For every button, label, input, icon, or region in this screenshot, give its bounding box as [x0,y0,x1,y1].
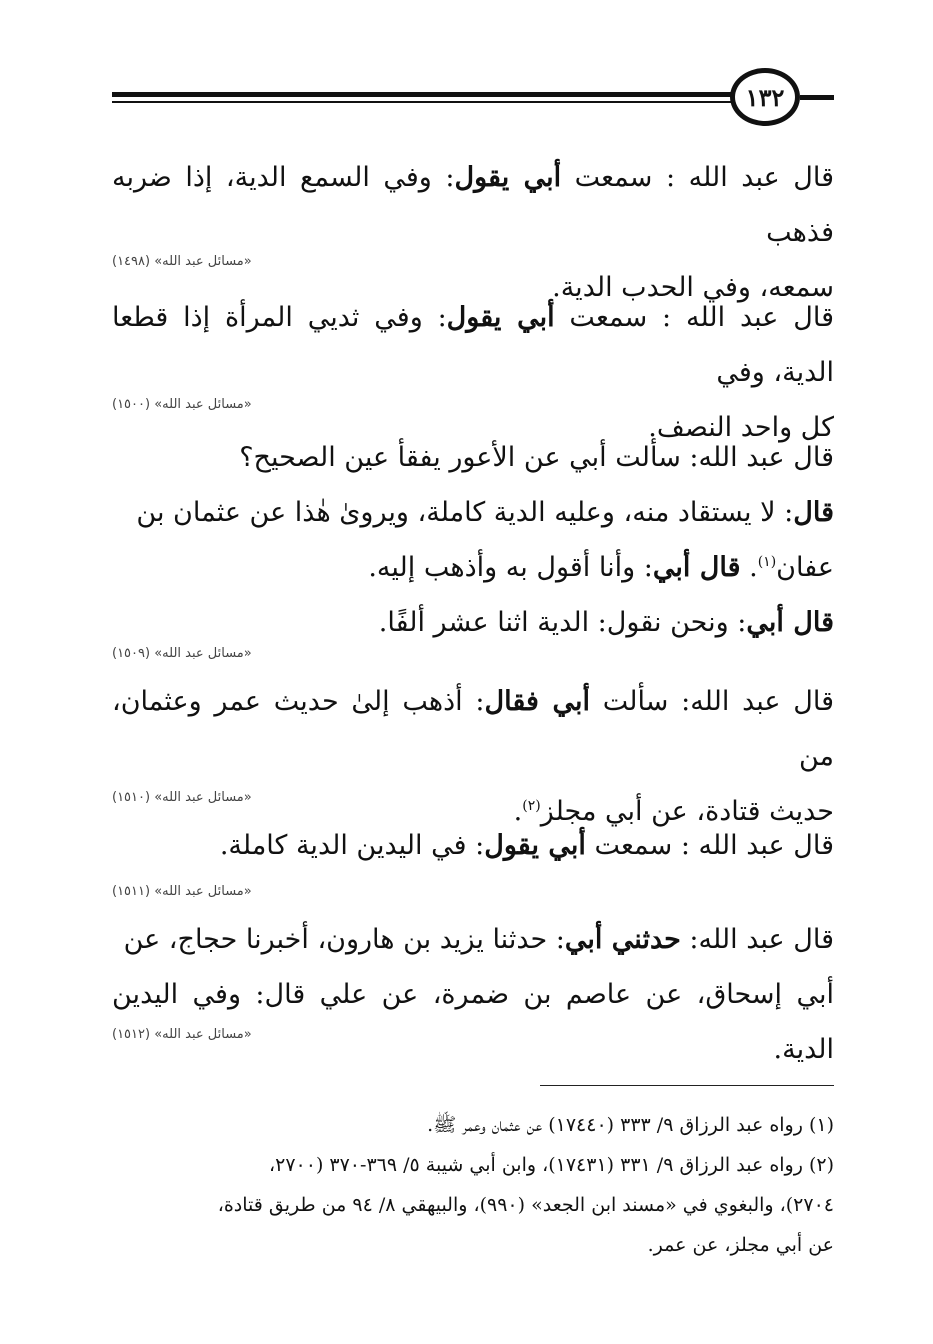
footnote-line: ٢٧٠٤)، والبغوي في «مسند ابن الجعد» (٩٩٠)، والبيهقي ٨/ ٩٤ من طريق قتادة، [217,1194,834,1216]
footnote-separator [540,1085,834,1086]
bold-phrase: أبي يقول [446,302,555,333]
text-segment: : وفي ثديي المرأة إذا قطعا الدية، وفي [112,302,834,388]
footnote [112,1105,834,1145]
bold-phrase: أبي يقول [484,830,586,861]
text-line [112,912,834,967]
source-citation: «مسائل عبد الله» (١٥٠٠) [112,397,252,412]
text-segment: : ونحن نقول: الدية اثنا عشر ألفًا. [378,607,747,638]
header-rule [112,92,732,97]
text-line [112,290,834,400]
bold-phrase: قال [793,497,834,528]
bold-phrase: قال أبي [746,607,834,638]
bold-phrase: أبي فقال [484,686,591,717]
page-number: ١٣٢ [745,82,785,112]
source-citation: «مسائل عبد الله» (١٥١١) [112,884,252,899]
text-segment: : في اليدين الدية كاملة. [219,830,485,861]
footnote-ref: (٢) [522,798,541,814]
text-line [112,430,834,485]
text-segment: قال عبد الله : سمعت [585,830,834,861]
text-segment: . [513,796,523,827]
footnote-line: (٢) رواه عبد الرزاق ٩/ ٣٣١ (١٧٤٣١)، وابن أبي شيبة ٥/ ٣٦٩-٣٧٠ (٢٧٠٠، [268,1154,834,1176]
text-line [112,595,834,650]
text-segment: قال عبد الله : سمعت [561,162,834,193]
text-segment: : لا يستقاد منه، وعليه الدية كاملة، ويروىٰ هٰذا عن عثمان بن [136,497,794,528]
text-segment: عفان [776,552,834,583]
text-segment: أبي إسحاق، عن عاصم بن ضمرة، عن علي قال: وفي اليدين الدية. [112,979,834,1065]
text-line [112,485,834,540]
text-segment: : حدثنا يزيد بن هارون، أخبرنا حجاج، عن [123,924,565,955]
text-segment: كل واحد النصف. [648,412,834,443]
footnote-line: عن أبي مجلز، عن عمر. [647,1234,834,1256]
text-segment: قال عبد الله: سألت [590,686,834,717]
text-line [112,150,834,260]
source-citation: «مسائل عبد الله» (١٤٩٨) [112,254,252,269]
entry-paragraph [112,430,834,650]
text-line [112,818,834,873]
text-segment: : وفي السمع الدية، إذا ضربه فذهب [112,162,834,248]
bold-phrase: قال أبي [652,552,741,583]
text-segment: حديث قتادة، عن أبي مجلز [540,796,834,827]
entry-paragraph [112,674,834,839]
text-segment: قال عبد الله : سمعت [554,302,834,333]
bold-phrase: حدثني أبي [564,924,681,955]
text-segment: : وأنا أقول به وأذهب إليه. [368,552,653,583]
text-segment: قال عبد الله: سألت أبي عن الأعور يفقأ عين الصحيح؟ [239,442,834,473]
header-rule-right [800,95,834,100]
source-citation: «مسائل عبد الله» (١٥٠٩) [112,646,252,661]
text-line [112,967,834,1077]
text-line [112,674,834,784]
footnote-line: (١) رواه عبد الرزاق ٩/ ٣٣٣ (١٧٤٤٠) عن عثمان وعمر ﷺ. [427,1114,834,1136]
header-rule-thin [112,101,732,103]
page-number-badge [730,68,800,126]
footnote-ref: (١) [757,554,777,570]
text-segment: . [740,552,758,583]
text-segment: : أذهب إلىٰ حديث عمر وعثمان، من [112,686,834,772]
bold-phrase: أبي يقول [454,162,562,193]
entry-paragraph [112,818,834,873]
footnote [112,1145,834,1265]
source-citation: «مسائل عبد الله» (١٥١٢) [112,1027,252,1042]
text-segment: سمعه، وفي الحدب الدية. [552,272,834,303]
text-line [112,540,834,595]
source-citation: «مسائل عبد الله» (١٥١٠) [112,790,252,805]
text-segment: قال عبد الله: [680,924,834,955]
entry-paragraph [112,912,834,1077]
